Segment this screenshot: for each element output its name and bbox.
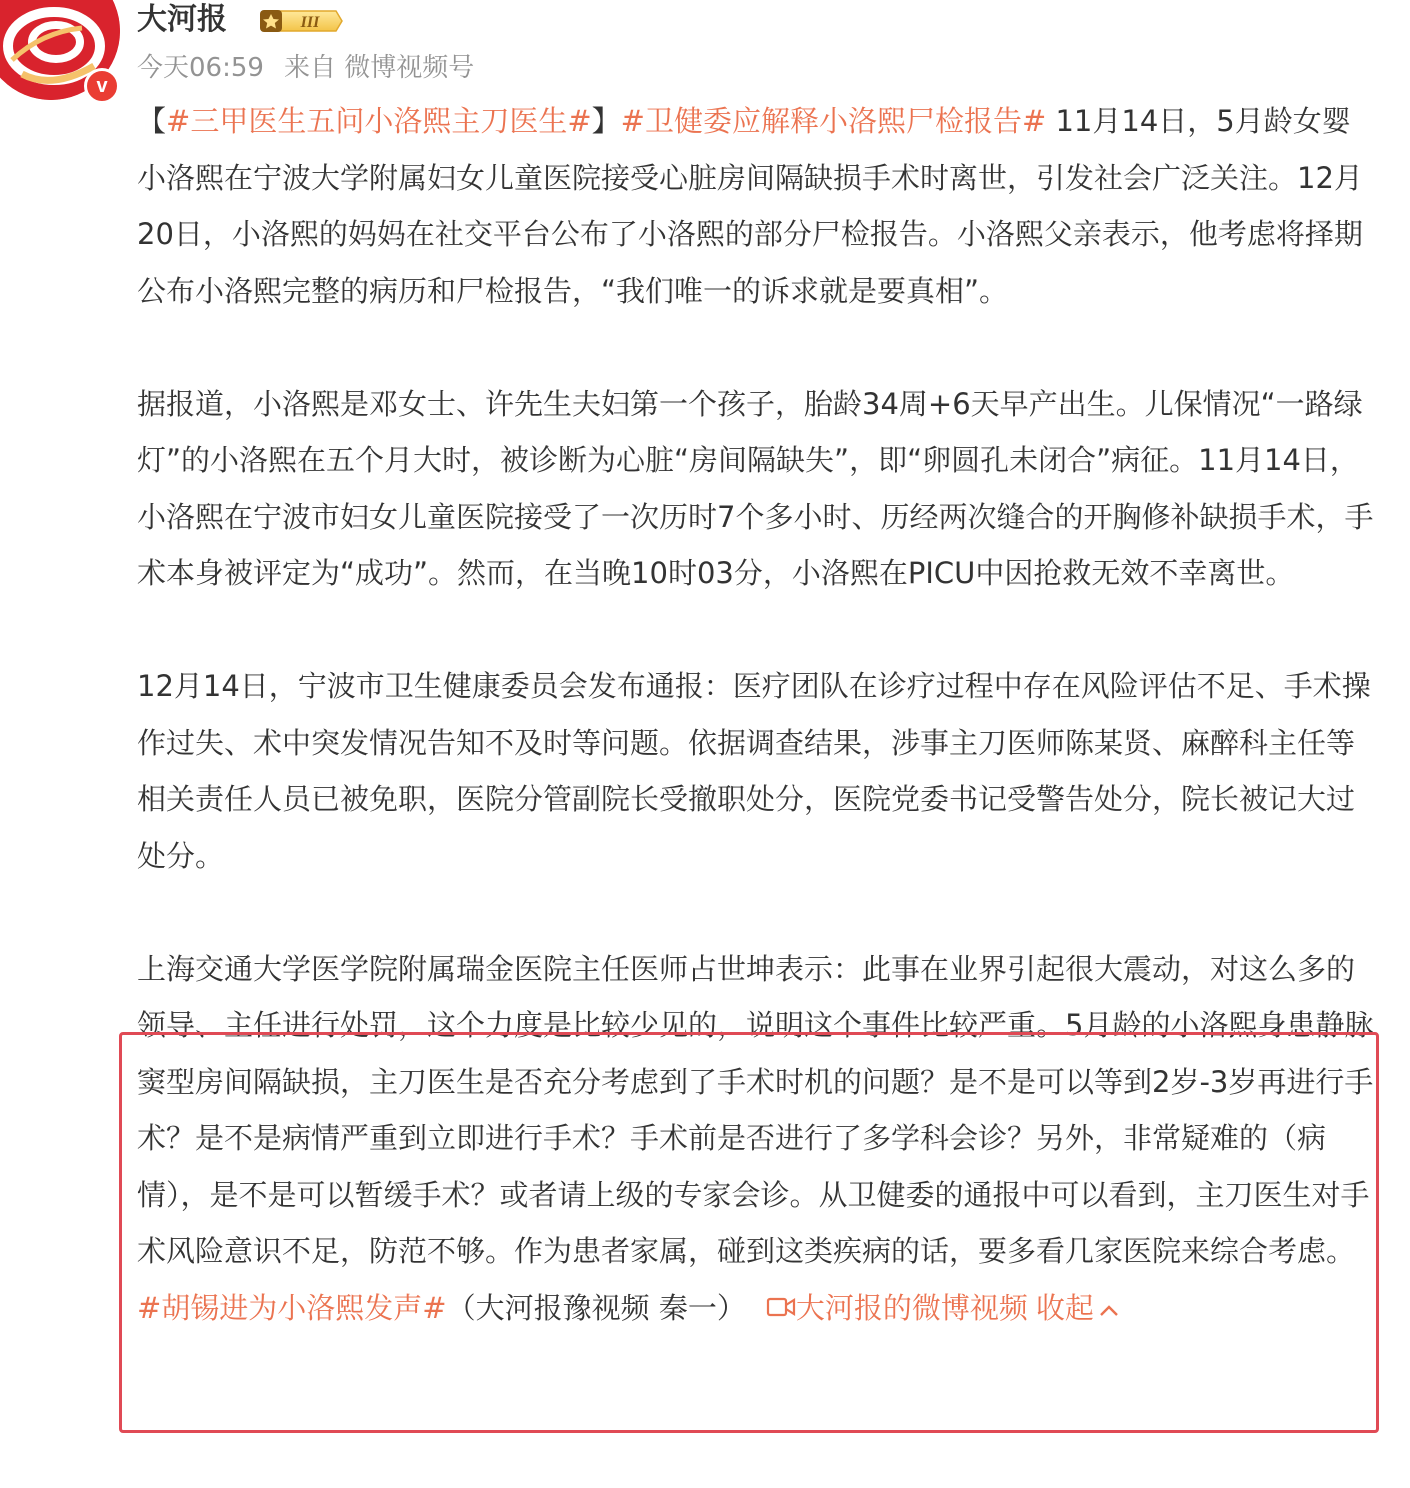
topic-link-2[interactable]: #卫健委应解释小洛熙尸检报告# [620,104,1047,138]
verified-icon: v [84,68,120,104]
post-time[interactable]: 今天06:59 [137,53,264,83]
topic-link-1[interactable]: #三甲医生五问小洛熙主刀医生# [166,104,592,138]
paragraph-4: 上海交通大学医学院附属瑞金医院主任医师占世坤表示：此事在业界引起很大震动，对这么多的领导、主任进行处罚，这个力度是比较少见的，说明这个事件比较严重。5月龄的小洛熙身患静脉窦型房间隔缺损，主刀医生是否充分考虑到了手术时机的问题？是不是可以等到2岁-3岁再进行手术？是不是病情严重到立即进行手术？手术前是否进行了多学科会诊？另外，非常疑难的（病情），是不是可以暂缓手术？或者请上级的专家会诊。从卫健委的通报中可以看到，主刀医生对手术风险意识不足，防范不够。作为患者家属，碰到这类疾病的话，要多看几家医院来综合考虑。#胡锡进为小洛熙发声#（大河报豫视频 秦一） 大河报的微博视频 收起 [137,951,1374,1325]
paragraph-2: 据报道，小洛熙是邓女士、许先生夫妇第一个孩子，胎龄34周+6天早产出生。儿保情况“一路绿灯”的小洛熙在五个月大时，被诊断为心脏“房间隔缺失”，即“卵圆孔未闭合”病征。11月14日，小洛熙在宁波市妇女儿童医院接受了一次历时7个多小时、历经两次缝合的开胸修补缺损手术，手术本身被评定为“成功”。然而，在当晚10时03分，小洛熙在PICU中因抢救无效不幸离世。 [137,386,1374,590]
video-link[interactable]: 大河报的微博视频 [795,1290,1028,1325]
level-badge-icon[interactable] [258,8,344,34]
svg-text:III: III [300,14,320,31]
video-camera-icon[interactable] [766,1294,796,1320]
chevron-up-icon [1098,1302,1120,1318]
paragraph-1: 【#三甲医生五问小洛熙主刀医生#】#卫健委应解释小洛熙尸检报告# 11月14日，5月龄女婴小洛熙在宁波大学附属妇女儿童医院接受心脏房间隔缺损手术时离世，引发社会广泛关注。12月20日，小洛熙的妈妈在社交平台公布了小洛熙的部分尸检报告。小洛熙父亲表示，他考虑将择期公布小洛熙完整的病历和尸检报告，“我们唯一的诉求就是要真相”。 [137,104,1363,308]
author-name[interactable]: 大河报 [137,2,227,37]
post-body [137,93,1377,1336]
collapse-button[interactable]: 收起 [1036,1291,1120,1325]
post-meta [137,50,474,86]
post-source: 来自 微博视频号 [283,53,475,83]
topic-link-3[interactable]: #胡锡进为小洛熙发声# [137,1290,447,1325]
paragraph-3: 12月14日，宁波市卫生健康委员会发布通报：医疗团队在诊疗过程中存在风险评估不足、手术操作过失、术中突发情况告知不及时等问题。依据调查结果，涉事主刀医师陈某贤、麻醉科主任等相关责任人员已被免职，医院分管副院长受撤职处分，医院党委书记受警告处分，院长被记大过处分。 [137,669,1371,873]
